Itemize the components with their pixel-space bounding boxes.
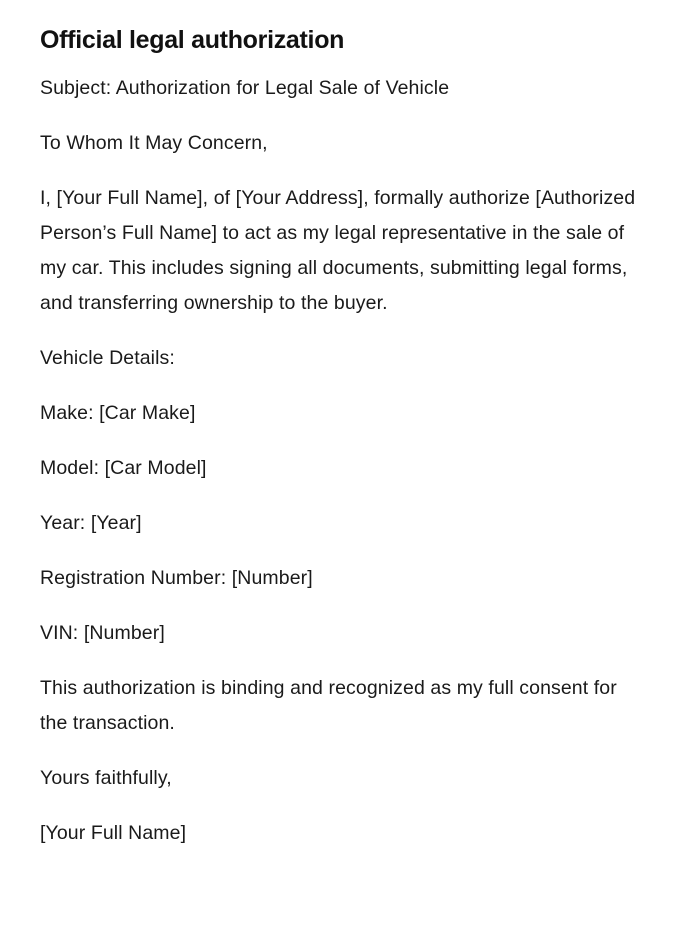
vehicle-registration: Registration Number: [Number] [40, 567, 313, 589]
vehicle-year: Year: [Year] [40, 512, 142, 534]
vehicle-make: Make: [Car Make] [40, 402, 196, 424]
document-page [40, 24, 640, 871]
closing: Yours faithfully, [40, 767, 172, 789]
consent-statement: This authorization is binding and recognized as my full consent for the transaction. [40, 677, 617, 734]
signature-placeholder: [Your Full Name] [40, 822, 187, 844]
subject-line: Subject: Authorization for Legal Sale of Vehicle [40, 77, 450, 99]
salutation: To Whom It May Concern, [40, 132, 268, 154]
document-title: Official legal authorization [40, 26, 345, 54]
vehicle-model: Model: [Car Model] [40, 457, 207, 479]
vehicle-details-heading: Vehicle Details: [40, 347, 175, 369]
vehicle-vin: VIN: [Number] [40, 622, 165, 644]
authorization-body: I, [Your Full Name], of [Your Address], formally authorize [Authorized Person’s Full Name] to act as my legal representative in the sale of my car. This includes signing all documents, submitting legal forms, and transferring ownership to the buyer. [40, 187, 636, 314]
